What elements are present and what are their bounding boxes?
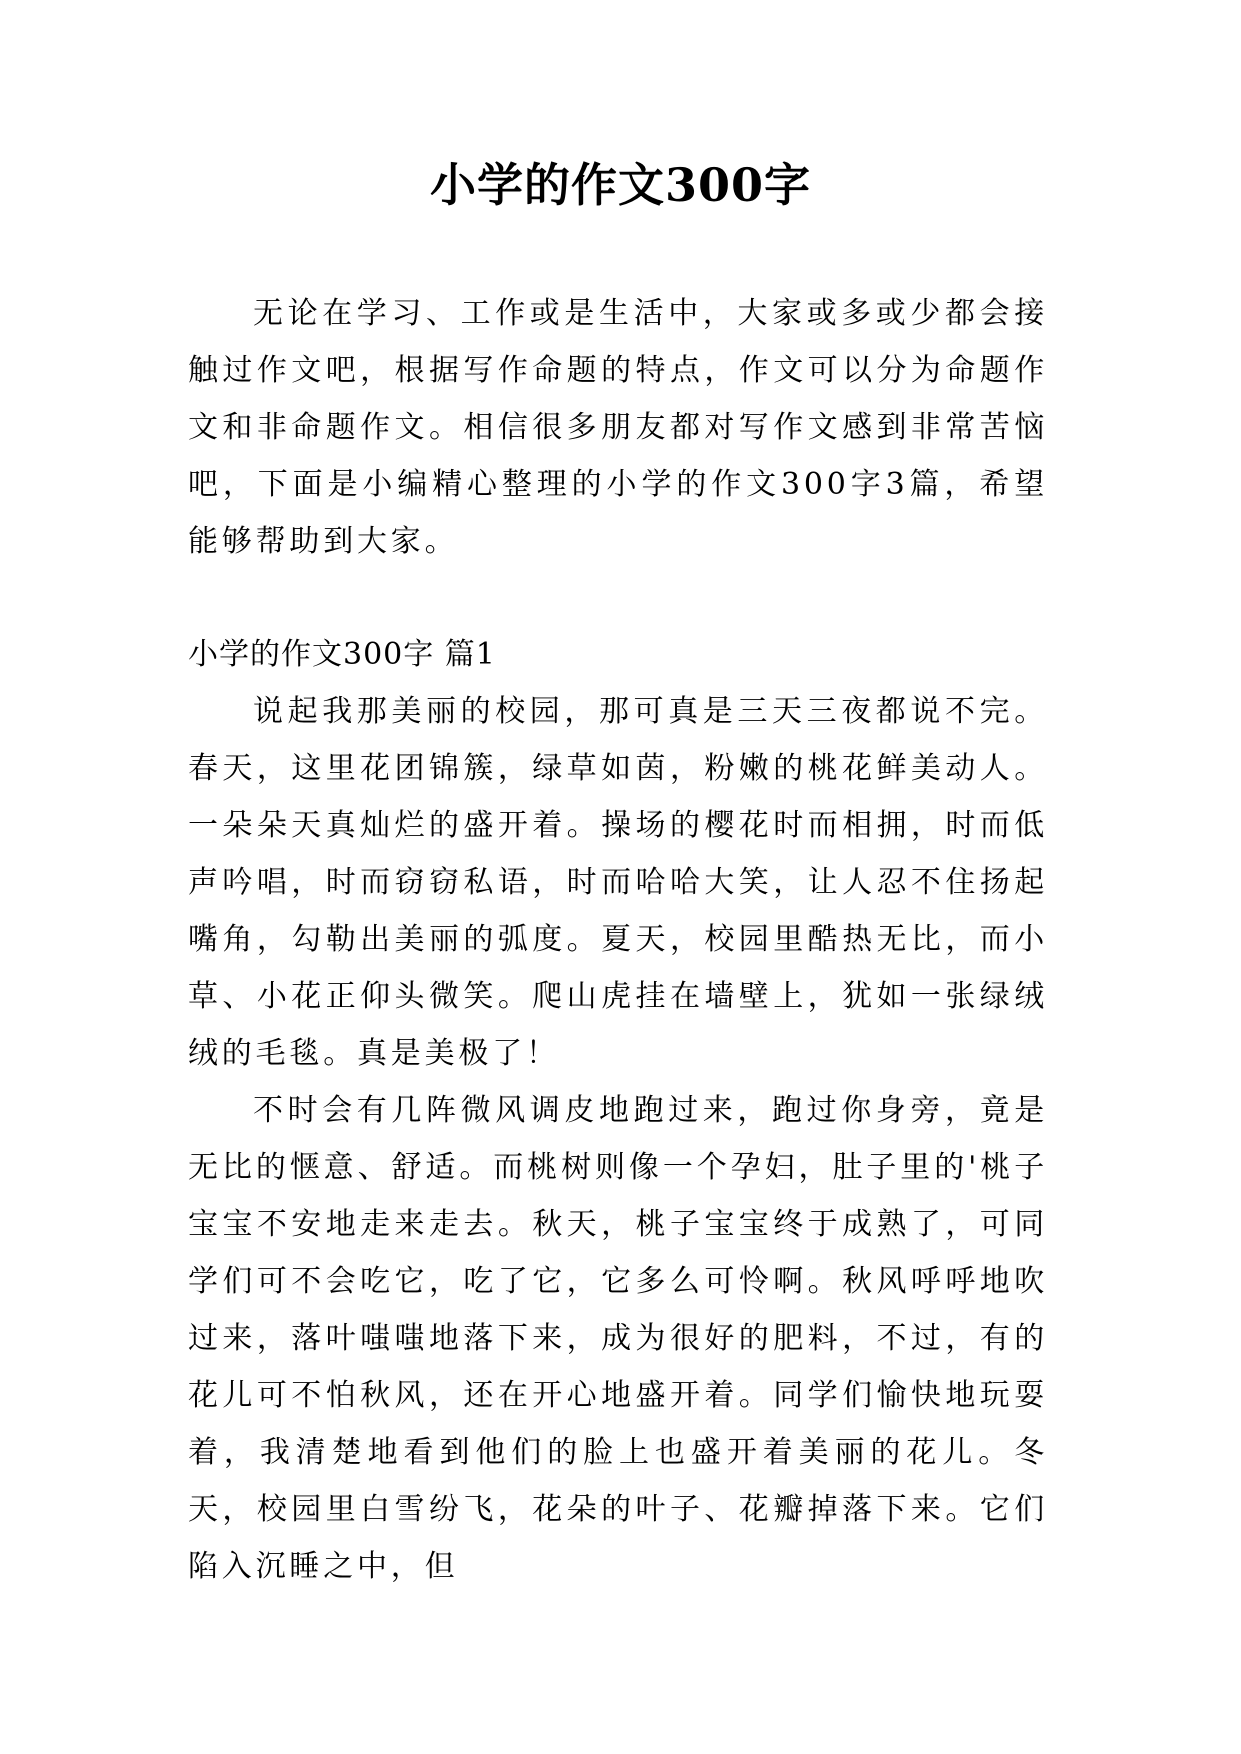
intro-paragraph: 无论在学习、工作或是生活中，大家或多或少都会接触过作文吧，根据写作命题的特点，作文可以分为命题作文和非命题作文。相信很多朋友都对写作文感到非常苦恼吧，下面是小编精心整理的小学的作文300字3篇，希望能够帮助到大家。 bbox=[188, 296, 1048, 559]
document-title: 小学的作文300字 bbox=[429, 158, 812, 212]
section-gap bbox=[188, 570, 1048, 626]
essay-paragraph: 不时会有几阵微风调皮地跑过来，跑过你身旁，竟是无比的惬意、舒适。而桃树则像一个孕妇，肚子里的'桃子宝宝不安地走来走去。秋天，桃子宝宝终于成熟了，可同学们可不会吃它，吃了它，它多么可怜啊。秋风呼呼地吹过来，落叶嗤嗤地落下来，成为很好的肥料，不过，有的花儿可不怕秋风，还在开心地盛开着。同学们愉快地玩耍着，我清楚地看到他们的脸上也盛开着美丽的花儿。冬天，校园里白雪纷飞，花朵的叶子、花瓣掉落下来。它们陷入沉睡之中，但 bbox=[188, 1093, 1048, 1584]
essay-paragraph: 说起我那美丽的校园，那可真是三天三夜都说不完。春天，这里花团锦簇，绿草如茵，粉嫩的桃花鲜美动人。一朵朵天真灿烂的盛开着。操场的樱花时而相拥，时而低声吟唱，时而窃窃私语，时而哈哈大笑，让人忍不住扬起嘴角，勾勒出美丽的弧度。夏天，校园里酷热无比，而小草、小花正仰头微笑。爬山虎挂在墙壁上，犹如一张绿绒绒的毛毯。真是美极了！ bbox=[188, 694, 1048, 1071]
section-heading: 小学的作文300字 篇1 bbox=[188, 637, 496, 672]
document-body bbox=[188, 285, 1048, 1595]
